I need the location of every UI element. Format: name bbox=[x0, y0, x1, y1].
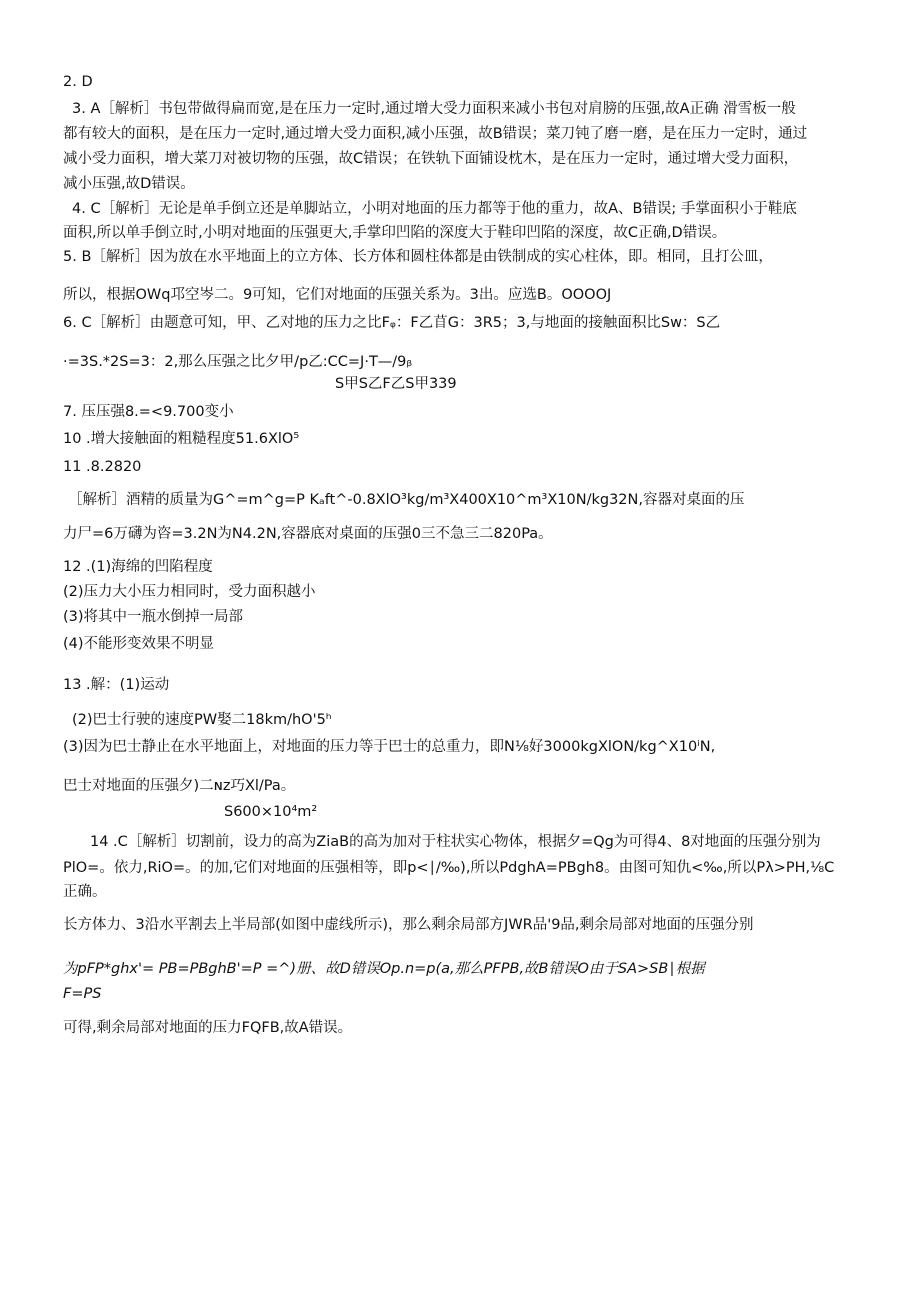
answer-3-line-1: 3. A［解析］书包带做得扁而宽,是在压力一定时,通过增大受力面积来减小书包对肩膀的压强,故A正确 滑雪板一般 bbox=[72, 101, 796, 117]
answer-3-line-3: 减小受力面积，增大菜刀对被切物的压强，故C错误；在铁轨下面铺设枕木，是在压力一定时，通过增大受力面积， bbox=[63, 151, 799, 167]
answer-14-line-5: 为pFP*ghx'= PB=PBghB'=P =^)册、故D错误Op.n=p(a,那么PFPB,故B错误O由于SA>SB∣根据 bbox=[63, 961, 705, 977]
answer-13-part-3-area: S600×10⁴m² bbox=[224, 804, 318, 820]
answer-13-part-2: (2)巴士行驶的速度PW娶二18km/hO'5ʰ bbox=[72, 712, 332, 728]
answer-14-line-3: 正确。 bbox=[63, 884, 107, 900]
answer-14-line-4: 长方体力、3沿水平割去上半局部(如图中虚线所示)，那么剩余局部方JWR品'9品,剩余局部对地面的压强分别 bbox=[63, 917, 754, 933]
answer-12-part-4: (4)不能形变效果不明显 bbox=[63, 636, 215, 652]
answer-5-line-1: 5. B［解析］因为放在水平地面上的立方体、长方体和圆柱体都是由铁制成的实心柱体，即。相同，且打公皿， bbox=[63, 249, 773, 265]
answer-14-line-7: 可得,剩余局部对地面的压力FQFB,故A错误。 bbox=[63, 1020, 353, 1036]
answer-6-line-2: ·=3S.*2S=3：2,那么压强之比夕甲/p乙:CC=J·T—/9ᵦ bbox=[63, 354, 413, 370]
answer-5-line-2: 所以，根据OWq邛空岑二。9可知，它们对地面的压强关系为。3出。应选B。OOOOJ bbox=[63, 287, 612, 303]
answer-12-part-1: 12 .(1)海绵的凹陷程度 bbox=[63, 559, 213, 575]
answer-12-part-3: (3)将其中一瓶水倒掉一局部 bbox=[63, 609, 244, 625]
answer-7: 7. 压压强8.=<9.700变小 bbox=[63, 404, 234, 420]
answer-10: 10 .增大接触面的粗糙程度51.6XlO⁵ bbox=[63, 431, 300, 447]
answer-13-part-3: (3)因为巴士静止在水平地面上，对地面的压力等于巴士的总重力，即N⅛好3000kgXlON/kg^X10ⁱN, bbox=[63, 739, 716, 755]
answer-2: 2. D bbox=[63, 74, 93, 90]
answer-3-line-4: 减小压强,故D错误。 bbox=[63, 176, 195, 192]
answer-4-line-1: 4. C［解析］无论是单手倒立还是单脚站立，小明对地面的压力都等于他的重力，故A、B错误; 手掌面积小于鞋底 bbox=[72, 201, 797, 217]
answer-14-line-6: F=PS bbox=[63, 986, 102, 1002]
answer-6-line-3: S甲S乙F乙S甲339 bbox=[335, 376, 457, 392]
answer-3-line-2: 都有较大的面积，是在压力一定时,通过增大受力面积,减小压强，故B错误；菜刀钝了磨一磨，是在压力一定时，通过 bbox=[63, 126, 808, 142]
answer-6-line-1: 6. C［解析］由题意可知，甲、乙对地的压力之比Fᵩ：F乙苜G：3R5；3,与地面的接触面积比Sw：S乙 bbox=[63, 315, 721, 331]
answer-13-part-1: 13 .解：(1)运动 bbox=[63, 677, 170, 693]
answer-4-line-2: 面积,所以单手倒立时,小明对地面的压强更大,手掌印凹陷的深度大于鞋印凹陷的深度，故C正确,D错误。 bbox=[63, 225, 727, 241]
answer-11-analysis-2: 力尸=6万礴为咨=3.2N为N4.2N,容器底对桌面的压强0三不急三二820Pa。 bbox=[63, 526, 553, 542]
answer-14-line-1: 14 .C［解析］切割前，设力的高为ZiaB的高为加对于柱状实心物体，根据夕=Qg为可得4、8对地面的压强分别为 bbox=[90, 834, 821, 850]
answer-14-line-2: PlO=。依力,RiO=。的加,它们对地面的压强相等，即p<∣/‰),所以PdghA=PBgh8。由图可知仇<‰,所以Pλ>PH,⅛C bbox=[63, 860, 835, 876]
answer-13-part-3-pressure: 巴士对地面的压强夕)二ɴz巧Xl/Pa。 bbox=[63, 778, 296, 794]
answer-12-part-2: (2)压力大小压力相同时，受力面积越小 bbox=[63, 584, 316, 600]
answer-11: 11 .8.2820 bbox=[63, 459, 142, 475]
answer-11-analysis-1: ［解析］酒精的质量为G^=m^g=P Kₐft^-0.8XlO³kg/m³X400X10^m³X10N/kg32N,容器对桌面的压 bbox=[68, 492, 745, 508]
